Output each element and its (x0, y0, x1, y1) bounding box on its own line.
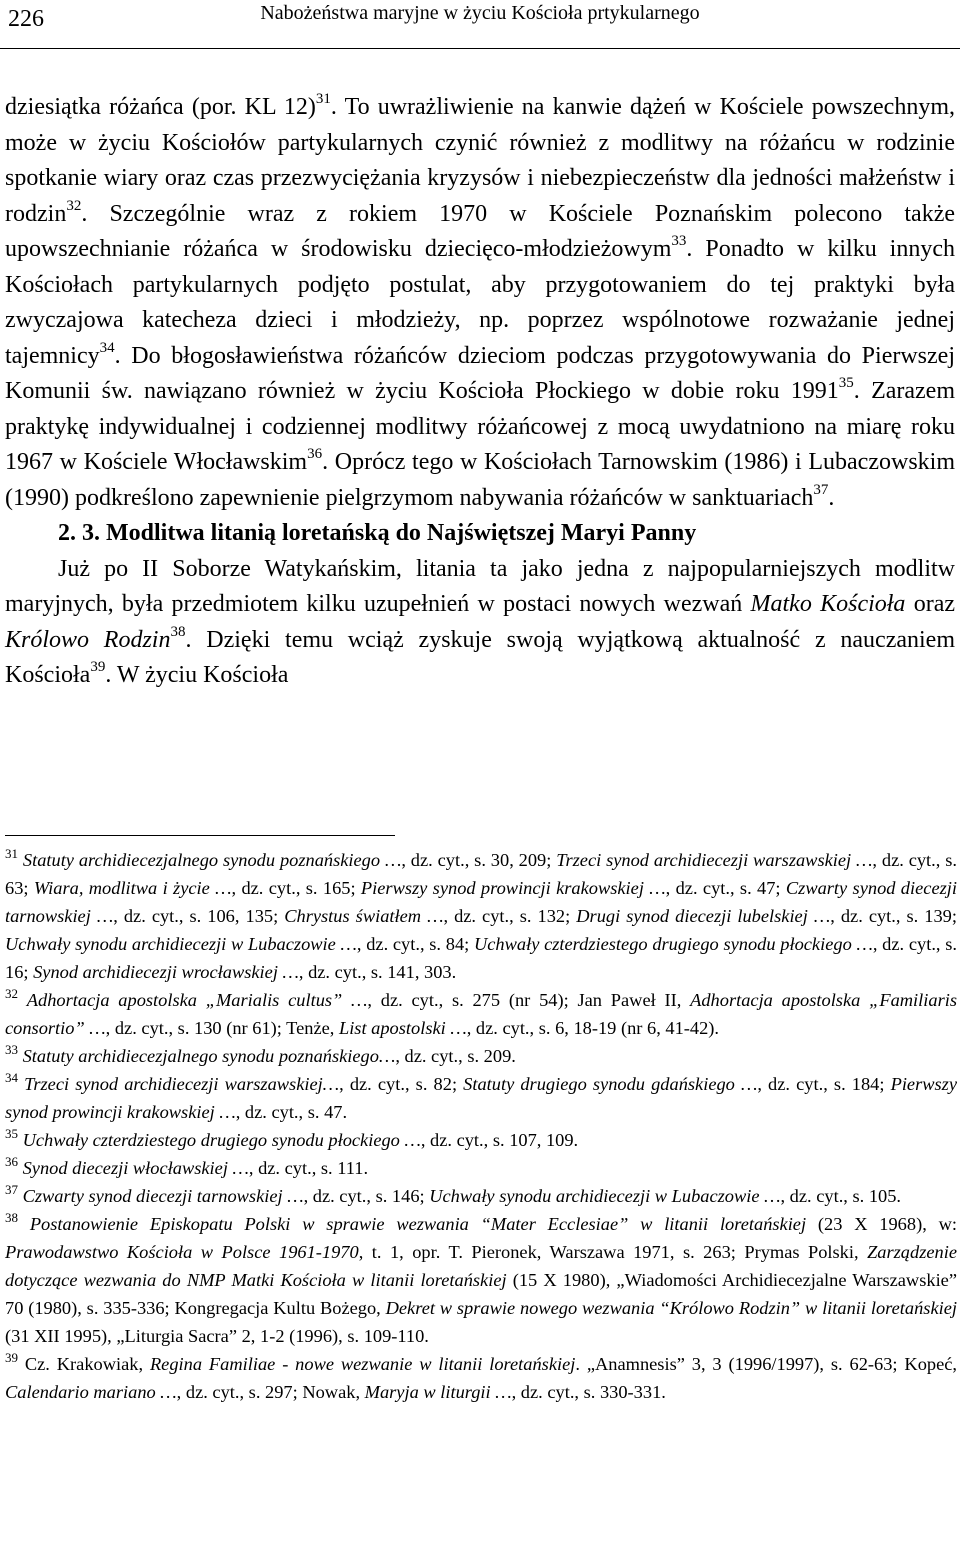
text-run: (23 X 1968), w: (806, 1214, 957, 1234)
footnote-ref: 37 (813, 481, 829, 498)
header-rule (0, 48, 960, 49)
text-run: . To uwrażliwienie na kanwie dążeń w Kościele powszechnym, może w życiu Kościołów partykularnych czynić również z modlitwy na różańcu w rodzinie spotkanie wiary oraz czas przezwyciężania kryzysów i niebezpieczeństw dla jedności małżeństw i rodzin (5, 94, 955, 227)
italic-text: Czwarty synod diecezji tarnowskiej … (22, 1186, 304, 1206)
paragraph-rosary (5, 90, 955, 516)
text-run: . Do błogosławieństwa różańców dzieciom podczas przygotowywania do Pierwszej Komunii św. nawiązano również w życiu Kościoła Płockiego w dobie roku 1991 (5, 342, 955, 404)
italic-text: Dekret w sprawie nowego wezwania “Królowo Rodzin” w litanii loretańskiej (385, 1298, 957, 1318)
text-run: , dz. cyt., s. 209. (395, 1046, 516, 1066)
text-run: oraz (905, 591, 955, 617)
footnote (5, 1350, 957, 1406)
italic-text: Synod diecezji włocławskiej … (22, 1158, 249, 1178)
text-run: , dz. cyt., s. 106, 135; (113, 906, 285, 926)
text-run: , dz. cyt., s. 47. (235, 1102, 348, 1122)
footnote-ref: 36 (5, 1154, 18, 1169)
text-run: . „Anamnesis” 3, 3 (1996/1997), s. 62-63; Kopeć, (575, 1354, 958, 1374)
text-run: , dz. cyt., s. 111. (248, 1158, 369, 1178)
italic-text: Trzeci synod archidiecezji warszawskiej… (24, 1074, 340, 1094)
footnote-ref: 39 (90, 659, 106, 675)
italic-text: Statuty drugiego synodu gdańskiego … (463, 1074, 758, 1094)
footnote (5, 1070, 957, 1126)
footnote (5, 1042, 957, 1070)
footnote (5, 1210, 957, 1350)
text-run: . Dzięki temu wciąż zyskuje swoją wyjątkową aktualność z nauczaniem Kościoła (5, 626, 955, 688)
italic-text: Uchwały synodu archidiecezji w Lubaczowie … (5, 934, 357, 954)
text-run: . Szczególnie wraz z rokiem 1970 w Kościele Poznańskim polecono także upowszechnianie różańca w środowisku dziecięco-młodzieżowym (5, 200, 955, 262)
italic-text: Statuty archidiecezjalnego synodu poznańskiego … (22, 850, 402, 870)
page-header (0, 0, 960, 52)
italic-text: Królowo Rodzin (5, 626, 171, 653)
text-run: , dz. cyt., s. 165; (231, 878, 361, 898)
footnote-ref: 31 (5, 846, 18, 861)
text-run (18, 1214, 30, 1234)
italic-text: Uchwały czterdziestego drugiego synodu płockiego … (473, 934, 873, 954)
footnote-ref: 35 (5, 1126, 18, 1141)
footnote-ref: 32 (66, 197, 82, 214)
italic-text: Prawodawstwo Kościoła w Polsce 1961-1970 (5, 1242, 359, 1262)
footnote (5, 986, 957, 1042)
text-run: . Zarazem praktykę indywidualnej i codziennej modlitwy różańcowej z mocą uwydatniono na miarę roku 1967 w Kościele Włocławskim (5, 378, 955, 475)
text-run: , dz. cyt., s. 105. (780, 1186, 902, 1206)
text-run: , dz. cyt., s. 330-331. (511, 1382, 666, 1402)
italic-text: List apostolski … (338, 1018, 467, 1038)
text-run: Cz. Krakowiak, (18, 1354, 150, 1374)
italic-text: Pierwszy synod prowincji krakowskiej … (5, 1074, 957, 1122)
italic-text: Regina Familiae - nowe wezwanie w litanii loretańskiej (149, 1354, 576, 1374)
footnote-ref: 33 (5, 1042, 18, 1057)
text-run: . Ponadto w kilku innych Kościołach partykularnych podjęto postulat, aby przygotowaniem do tej praktyki była zwyczajowa katecheza dzieci i młodzieży, np. poprzez wspólnotowe rozważanie jednej tajemnicy (5, 236, 955, 369)
footnote (5, 1126, 957, 1154)
footnote-ref: 31 (315, 91, 331, 107)
text-run: . (828, 484, 835, 511)
section-heading: 2. 3. Modlitwa litanią loretańską do Najświętszej Maryi Panny (58, 520, 697, 546)
text-run: . W życiu Kościoła (105, 662, 289, 688)
text-run (18, 990, 27, 1010)
italic-text: Pierwszy synod prowincji krakowskiej … (360, 878, 666, 898)
footnotes (5, 846, 957, 1406)
footnote-ref: 33 (671, 233, 687, 249)
footnote-ref: 35 (838, 375, 854, 391)
italic-text: Trzeci synod archidiecezji warszawskiej … (556, 850, 873, 870)
footnote (5, 846, 957, 986)
italic-text: Drugi synod diecezji lubelskiej … (576, 906, 831, 926)
text-run: . Oprócz tego w Kościołach Tarnowskim (1986) i Lubaczowskim (1990) podkreślono zapewnienie pielgrzymom nabywania różańców w sanktuariach (5, 449, 955, 511)
text-run: , dz. cyt., s. 107, 109. (420, 1130, 579, 1150)
text-run: dziesiątka różańca (por. KL 12) (5, 94, 316, 120)
italic-text: Adhortacja apostolska „Marialis cultus” … (26, 990, 368, 1010)
footnote (5, 1154, 957, 1182)
italic-text: Adhortacja apostolska „Familiaris consortio” … (5, 990, 957, 1038)
running-title: Nabożeństwa maryjne w życiu Kościoła prtykularnego (260, 2, 700, 24)
text-run: , dz. cyt., s. 30, 209; (401, 850, 557, 870)
page-number: 226 (8, 6, 44, 32)
italic-text: Maryja w liturgii … (364, 1382, 512, 1402)
footnote-ref: 38 (170, 623, 186, 640)
text-run: Już po II Soborze Watykańskim, litania ta jako jedna z najpopularniejszych modlitw maryjnych, była przedmiotem kilku uzupełnień w postaci nowych wezwań (5, 555, 955, 617)
italic-text: Statuty archidiecezjalnego synodu poznańskiego… (22, 1046, 396, 1066)
text-run: , dz. cyt., s. 184; (757, 1074, 891, 1094)
text-run: , dz. cyt., s. 132; (443, 906, 577, 926)
text-run: , t. 1, opr. T. Pieronek, Warszawa 1971, s. 263; Prymas Polski, (358, 1242, 868, 1262)
footnote-ref: 34 (5, 1070, 18, 1085)
text-run: , dz. cyt., s. 16; (5, 934, 957, 982)
main-text (5, 90, 955, 694)
text-run: , dz. cyt., s. 63; (5, 850, 957, 898)
italic-text: Synod archidiecezji wrocławskiej … (33, 962, 299, 982)
text-run: , dz. cyt., s. 146; (303, 1186, 430, 1206)
text-run: , dz. cyt., s. 84; (356, 934, 474, 954)
footnote-ref: 39 (5, 1350, 18, 1365)
italic-text: Matko Kościoła (750, 591, 906, 617)
footnote-ref: 34 (99, 339, 115, 356)
italic-text: Chrystus światłem … (284, 906, 444, 926)
paragraph-litany (5, 552, 955, 694)
italic-text: Zarządzenie dotyczące wezwania do NMP Matki Kościoła w litanii loretańskiej (5, 1242, 957, 1290)
italic-text: Uchwały synodu archidiecezji w Lubaczowie … (429, 1186, 781, 1206)
text-run: (31 XII 1995), „Liturgia Sacra” 2, 1-2 (1996), s. 109-110. (5, 1326, 429, 1346)
text-run: , dz. cyt., s. 297; Nowak, (176, 1382, 365, 1402)
italic-text: Calendario mariano … (5, 1382, 177, 1402)
text-run: , dz. cyt., s. 141, 303. (298, 962, 457, 982)
text-run: , dz. cyt., s. 139; (830, 906, 957, 926)
italic-text: Wiara, modlitwa i życie … (33, 878, 232, 898)
italic-text: Uchwały czterdziestego drugiego synodu płockiego … (22, 1130, 421, 1150)
text-run: , dz. cyt., s. 82; (339, 1074, 464, 1094)
text-run: , dz. cyt., s. 275 (nr 54); Jan Paweł II, (367, 990, 691, 1010)
text-run: , dz. cyt., s. 6, 18-19 (nr 6, 41-42). (466, 1018, 720, 1038)
text-run: , dz. cyt., s. 47; (665, 878, 786, 898)
footnote-separator (5, 835, 395, 836)
footnote (5, 1182, 957, 1210)
footnote-ref: 38 (5, 1210, 18, 1225)
footnote-ref: 36 (307, 446, 323, 462)
text-run: (15 X 1980), „Wiadomości Archidiecezjalne Warszawskie” 70 (1980), s. 335-336; Kongregacja Kultu Bożego, (5, 1270, 957, 1318)
italic-text: Postanowienie Episkopatu Polski w sprawie wezwania “Mater Ecclesiae” w litanii loretańskiej (29, 1214, 807, 1234)
text-run: , dz. cyt., s. 130 (nr 61); Tenże, (105, 1018, 339, 1038)
footnote-ref: 32 (5, 986, 18, 1001)
italic-text: Czwarty synod diecezji tarnowskiej … (5, 878, 957, 926)
footnote-ref: 37 (5, 1182, 18, 1197)
